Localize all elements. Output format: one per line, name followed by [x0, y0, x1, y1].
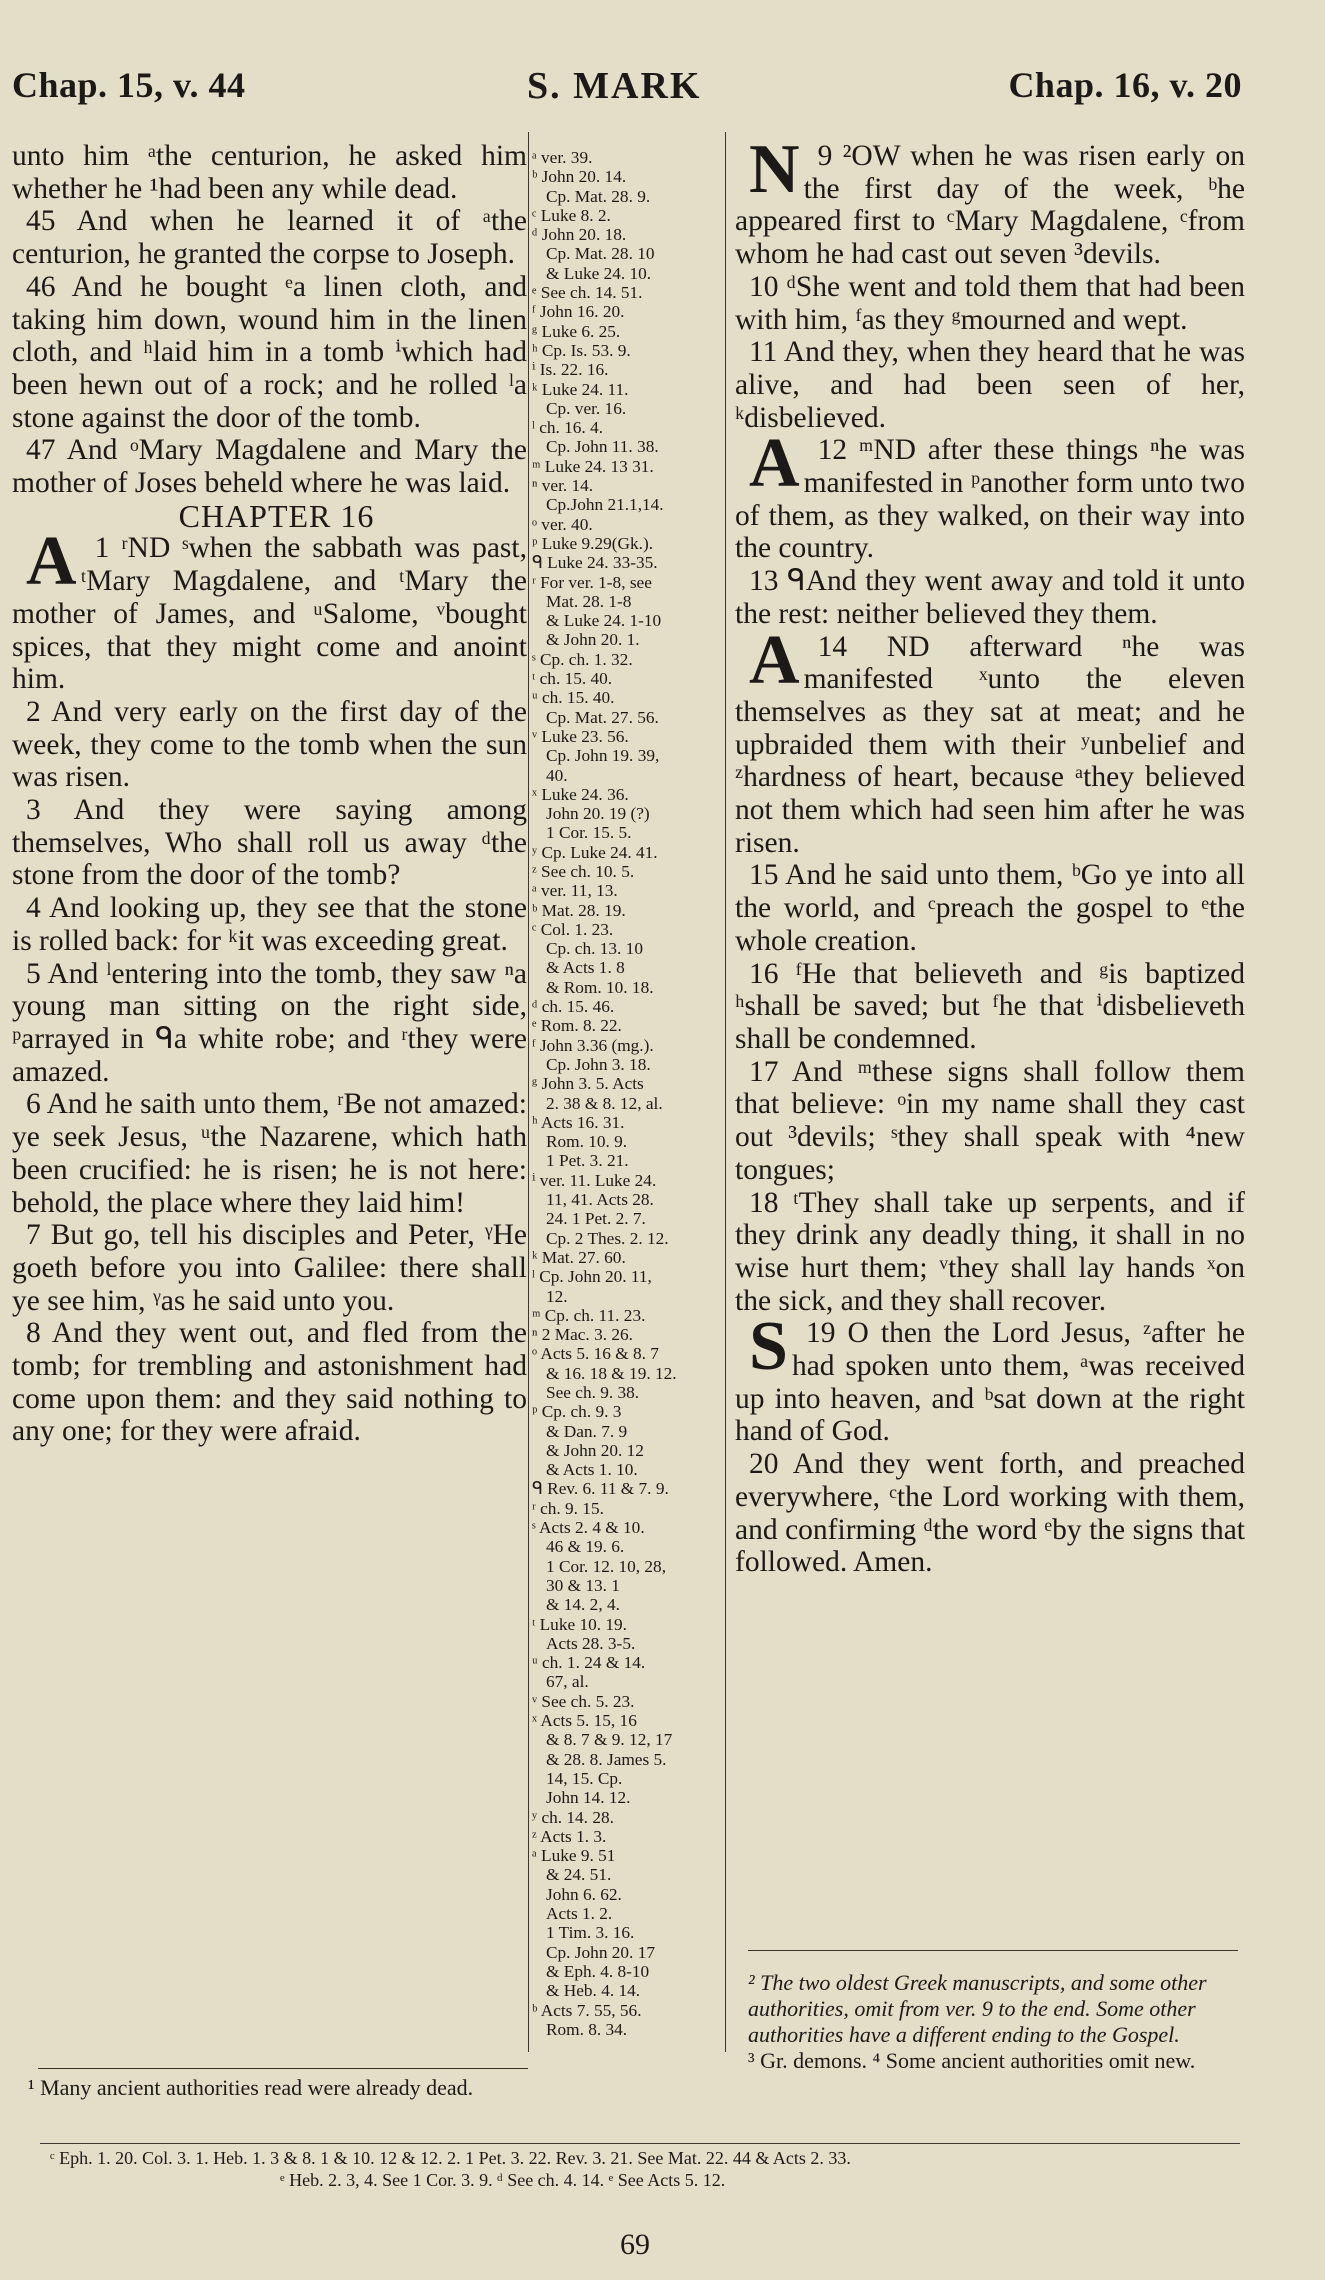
bottom-rule	[40, 2143, 1240, 2144]
verse-16-12	[735, 425, 1245, 565]
reference-entry: 2. 38 & 8. 12, al.	[546, 1093, 663, 1113]
footnote-3-4: ³ Gr. demons. ⁴ Some ancient authorities omit new.	[748, 2048, 1196, 2073]
verse-16-17: 17 And ᵐthese signs shall follow them that believe: ᵒin my name shall they cast out ³devils; ˢthey shall speak with ⁴new tongues;	[735, 1055, 1245, 1186]
verse-45: 45 And when he learned it of ᵃthe centurion, he granted the corpse to Joseph.	[12, 205, 527, 271]
verse-16-4: 4 And looking up, they see that the stone is rolled back: for ᵏit was exceeding great.	[12, 892, 527, 957]
drop-cap: A	[749, 425, 800, 503]
verse-47: 47 And ᵒMary Magdalene and Mary the mother of Joses beheld where he was laid.	[12, 434, 527, 500]
verse-16-7: 7 But go, tell his disciples and Peter, ᵞHe goeth before you into Galilee: there shall ye see him, ᵞas he said unto you.	[12, 1219, 527, 1317]
bottom-cross-references	[50, 2147, 1250, 2191]
reference-entry: Rom. 10. 9.	[546, 1132, 628, 1152]
reference-entry: ᵍ Luke 6. 25.	[532, 321, 621, 341]
reference-entry: ʰ Cp. Is. 53. 9.	[532, 340, 631, 360]
reference-entry: ᵏ Luke 24. 11.	[532, 379, 629, 399]
drop-cap: A	[26, 523, 77, 601]
verse-number-lead: 9 ²	[817, 140, 852, 172]
reference-entry: ᵐ Luke 24. 13 31.	[532, 456, 654, 476]
header-book-title: S. MARK	[527, 65, 702, 107]
verse-16-20: 20 And they went forth, and preached everywhere, ᶜthe Lord working with them, and confirming ᵈthe word ᵉby the signs that followed. Amen.	[735, 1448, 1245, 1579]
reference-entry: ᵗ Luke 10. 19.	[532, 1614, 627, 1634]
verse-text: OW when he was risen early on the first day of the week, ᵇhe appeared first to ᶜMary Magdalene, ᶜfrom whom he had cast out seven ³devils.	[735, 140, 1245, 271]
column-divider-right	[725, 132, 726, 2052]
reference-entry: Cp. John 19. 39,	[546, 746, 660, 766]
reference-entry: ᵖ Luke 9.29(Gk.).	[532, 533, 654, 553]
drop-cap: A	[749, 621, 800, 699]
verse-16-14	[735, 621, 1245, 860]
header-right-chapter-verse: Chap. 16, v. 20	[1008, 65, 1242, 105]
reference-entry: Cp. ver. 16.	[546, 398, 627, 418]
reference-entry: John 20. 19 (?)	[546, 804, 650, 824]
reference-entry: ᶻ Acts 1. 3.	[532, 1826, 607, 1846]
verse-16-16: 16 ᶠHe that believeth and ᵍis baptized ʰshall be saved; but ᶠhe that ⁱdisbelieveth shall be condemned.	[735, 957, 1245, 1055]
reference-entry: ʸ ch. 14. 28.	[532, 1807, 614, 1827]
reference-entry: Rom. 8. 34.	[546, 2019, 628, 2039]
bottom-refs-line-2: ᵉ Heb. 2. 3, 4. See 1 Cor. 3. 9. ᵈ See ch. 4. 14. ᵉ See Acts 5. 12.	[280, 2170, 726, 2190]
reference-entry: ʳ For ver. 1-8, see	[532, 572, 652, 592]
reference-entry: & 24. 51.	[546, 1865, 612, 1885]
verse-number-lead: 14	[817, 630, 848, 663]
reference-entry: ᵃ Luke 9. 51	[532, 1846, 616, 1866]
chapter-heading: CHAPTER 16	[178, 497, 375, 534]
reference-entry: ᵗ ch. 15. 40.	[532, 669, 613, 689]
verse-text: O then the Lord Jesus, ᶻafter he had spoken unto them, ᵃwas received up into heaven, and ᵇsat down at the right hand of God.	[735, 1317, 1245, 1448]
reference-entry: John 14. 12.	[546, 1788, 631, 1808]
reference-entry: ᵇ John 20. 14.	[532, 167, 627, 187]
reference-entry: 1 Tim. 3. 16.	[546, 1923, 635, 1943]
reference-entry: Mat. 28. 1-8	[546, 591, 632, 611]
reference-entry: Cp. John 3. 18.	[546, 1054, 651, 1074]
verse-16-10: 10 ᵈShe went and told them that had been with him, ᶠas they ᵍmourned and wept.	[735, 270, 1245, 336]
column-divider-left	[528, 132, 529, 2052]
reference-entry: Cp. Mat. 28. 10	[546, 244, 655, 264]
reference-entry: ᶜ Col. 1. 23.	[532, 919, 614, 939]
footnote-rule-right	[748, 1950, 1238, 1951]
reference-entry: ᵈ John 20. 18.	[532, 225, 627, 245]
verse-16-8: 8 And they went out, and fled from the tomb; for trembling and astonishment had come upon them: and they said nothing to any one; for they were afraid.	[12, 1317, 527, 1448]
footnote-rule-left	[38, 2068, 528, 2069]
reference-entry: ᵘ ch. 15. 40.	[532, 688, 615, 708]
reference-entry: ᵃ ver. 39.	[532, 148, 593, 167]
reference-entry: ᵇ Mat. 28. 19.	[532, 900, 626, 920]
page-number: 69	[620, 2228, 650, 2261]
reference-entry: ˢ Cp. ch. 1. 32.	[532, 649, 633, 669]
reference-entry: 40.	[546, 765, 568, 785]
reference-entry: Cp. John 20. 17	[546, 1942, 655, 1962]
reference-entry: ᵏ Mat. 27. 60.	[532, 1247, 626, 1267]
bottom-refs-line-1: ᶜ Eph. 1. 20. Col. 3. 1. Heb. 1. 3 & 8. 1 & 10. 12 & 12. 2. 1 Pet. 3. 22. Rev. 3. 21. See Mat. 22. 44 & Acts 2. 33.	[50, 2148, 851, 2168]
reference-entry: ʳ ch. 9. 15.	[532, 1498, 604, 1518]
reference-entry: ᶠ John 3.36 (mg.).	[532, 1035, 654, 1055]
reference-entry: 24. 1 Pet. 2. 7.	[546, 1209, 646, 1229]
reference-entry: ˣ Acts 5. 15, 16	[532, 1711, 637, 1731]
reference-entry: ᵃ ver. 11, 13.	[532, 881, 618, 901]
reference-entry: ᵛ Luke 23. 56.	[532, 726, 629, 746]
reference-entry: & Rom. 10. 18.	[546, 977, 654, 997]
verse-16-19	[735, 1308, 1245, 1448]
verse-16-9	[735, 140, 1245, 271]
reference-entry: ᵉ Rom. 8. 22.	[532, 1016, 622, 1036]
reference-entry: Cp. 2 Thes. 2. 12.	[546, 1228, 669, 1248]
verse-16-13: 13 ᑫAnd they went away and told it unto the rest: neither believed they them.	[735, 565, 1245, 630]
verse-text: ND afterward ⁿhe was manifested ˣunto the eleven themselves as they sat at meat; and he upbraided them with their ʸunbelief and ᶻhardness of heart, because ᵃthey believed not them which had seen him after he was risen.	[735, 630, 1245, 859]
reference-entry: ᵒ Acts 5. 16 & 8. 7	[532, 1344, 659, 1364]
reference-entry: ᶠ John 16. 20.	[532, 302, 625, 322]
verse-44: unto him ᵃthe centurion, he asked him whether he ¹had been any while dead.	[12, 140, 527, 205]
reference-entry: See ch. 9. 38.	[546, 1383, 640, 1402]
reference-entry: 1 Cor. 15. 5.	[546, 823, 632, 843]
reference-entry: Cp. ch. 13. 10	[546, 939, 643, 959]
reference-entry: Acts 1. 2.	[546, 1904, 613, 1924]
verse-number-lead: 19	[805, 1317, 836, 1350]
reference-entry: Acts 28. 3-5.	[546, 1633, 636, 1653]
reference-entry: ᵘ ch. 1. 24 & 14.	[532, 1653, 646, 1673]
reference-entry: ʸ Cp. Luke 24. 41.	[532, 842, 658, 862]
reference-entry: & Heb. 4. 14.	[546, 1981, 641, 2001]
reference-entry: ʰ Acts 16. 31.	[532, 1112, 625, 1132]
reference-entry: ⁱ Is. 22. 16.	[532, 360, 609, 380]
verse-16-11: 11 And they, when they heard that he was alive, and had been seen of her, ᵏdisbelieved.	[735, 336, 1245, 434]
drop-cap: S	[749, 1308, 788, 1386]
reference-entry: 67, al.	[546, 1672, 589, 1692]
reference-entry: 12.	[546, 1286, 568, 1306]
footnotes-left: ¹ Many ancient authorities read were already dead.	[28, 2075, 474, 2100]
reference-entry: & 28. 8. James 5.	[546, 1749, 667, 1769]
reference-entry: ᵍ John 3. 5. Acts	[532, 1074, 644, 1094]
reference-entry: ⁱ ver. 11. Luke 24.	[532, 1170, 657, 1190]
cross-reference-column	[532, 148, 717, 2168]
reference-entry: & John 20. 1.	[546, 630, 640, 650]
verse-16-18: 18 ᵗThey shall take up serpents, and if they drink any deadly thing, it shall in no wise hurt them; ᵛthey shall lay hands ˣon the sick, and they shall recover.	[735, 1186, 1245, 1317]
reference-entry: 14, 15. Cp.	[546, 1768, 623, 1788]
reference-entry: 1 Cor. 12. 10, 28,	[546, 1556, 667, 1576]
left-text-column	[12, 140, 527, 1990]
reference-entry: & Acts 1. 10.	[546, 1460, 638, 1480]
reference-entry: ˣ Luke 24. 36.	[532, 784, 629, 804]
verse-46: 46 And he bought ᵉa linen cloth, and taking him down, wound him in the linen cloth, and ʰlaid him in a tomb ⁱwhich had been hewn out of a rock; and he rolled ˡa stone against the door of the tomb.	[12, 270, 527, 434]
reference-entry: 30 & 13. 1	[546, 1575, 620, 1595]
reference-entry: 11, 41. Acts 28.	[546, 1190, 654, 1210]
right-text-column	[735, 140, 1245, 1920]
reference-entry: ᵒ ver. 40.	[532, 514, 593, 534]
verse-16-15: 15 And he said unto them, ᵇGo ye into all the world, and ᶜpreach the gospel to ᵉthe whole creation.	[735, 859, 1245, 957]
reference-entry: ᵇ Acts 7. 55, 56.	[532, 2000, 642, 2020]
footnote-2: ² The two oldest Greek manuscripts, and some other authorities, omit from ver. 9 to the end. Some other authorities have a different ending to the Gospel.	[748, 1970, 1207, 2047]
reference-entry: John 6. 62.	[546, 1884, 622, 1904]
verse-16-5: 5 And ˡentering into the tomb, they saw ⁿa young man sitting on the right side, ᵖarrayed in ᑫa white robe; and ʳthey were amazed.	[12, 957, 527, 1088]
verse-number-lead: 12 ᵐ	[817, 434, 874, 467]
reference-entry: ᶜ Luke 8. 2.	[532, 205, 611, 225]
reference-entry: ˡ ch. 16. 4.	[532, 418, 604, 438]
verse-16-3: 3 And they were saying among themselves, Who shall roll us away ᵈthe stone from the door of the tomb?	[12, 794, 527, 892]
reference-entry: & John 20. 12	[546, 1440, 644, 1460]
reference-entry: ˡ Cp. John 20. 11,	[532, 1267, 652, 1287]
reference-entry: ᵛ See ch. 5. 23.	[532, 1691, 635, 1711]
reference-entry: Cp. Mat. 27. 56.	[546, 707, 659, 727]
reference-entry: ᑫ Rev. 6. 11 & 7. 9.	[532, 1479, 669, 1499]
verse-16-2: 2 And very early on the first day of the week, they come to the tomb when the sun was risen.	[12, 695, 527, 794]
reference-entry: 1 Pet. 3. 21.	[546, 1151, 629, 1171]
verse-text: ND after these things ⁿhe was manifested in ᵖanother form unto two of them, as they walked, on their way into the country.	[735, 434, 1245, 565]
reference-entry: & Luke 24. 1-10	[546, 611, 662, 631]
reference-entry: & Acts 1. 8	[546, 958, 625, 978]
reference-entry: ᵉ See ch. 14. 51.	[532, 283, 643, 303]
reference-entry: 46 & 19. 6.	[546, 1537, 625, 1557]
footnotes-right	[748, 1970, 1248, 2074]
reference-entry: Cp. Mat. 28. 9.	[546, 186, 651, 206]
verse-text: ND ˢwhen the sabbath was past, ᵗMary Magdalene, and ᵗMary the mother of James, and ᵘSalome, ᵛbought spices, that they might come and anoint him.	[12, 532, 527, 696]
reference-entry: & 16. 18 & 19. 12.	[546, 1363, 677, 1383]
reference-entry: & 14. 2, 4.	[546, 1595, 620, 1615]
reference-entry: & 8. 7 & 9. 12, 17	[546, 1730, 673, 1750]
reference-entry: ˢ Acts 2. 4 & 10.	[532, 1518, 645, 1538]
running-header	[12, 64, 1242, 124]
reference-entry: ᶻ See ch. 10. 5.	[532, 861, 635, 881]
reference-entry: ᵈ ch. 15. 46.	[532, 997, 615, 1017]
drop-cap: N	[749, 140, 800, 208]
reference-entry: Cp.John 21.1,14.	[546, 495, 664, 515]
reference-entry: & Dan. 7. 9	[546, 1421, 628, 1441]
reference-entry: ᵖ Cp. ch. 9. 3	[532, 1402, 622, 1422]
reference-entry: Cp. John 11. 38.	[546, 437, 659, 457]
reference-entry: ᑫ Luke 24. 33-35.	[532, 553, 658, 573]
header-left-chapter-verse: Chap. 15, v. 44	[12, 65, 246, 105]
verse-16-1	[12, 523, 527, 696]
reference-entry: ⁿ 2 Mac. 3. 26.	[532, 1325, 633, 1345]
verse-16-6: 6 And he saith unto them, ʳBe not amazed: ye seek Jesus, ᵘthe Nazarene, which hath been crucified: he is risen; he is not here: behold, the place where they laid him!	[12, 1088, 527, 1219]
reference-entry: ⁿ ver. 14.	[532, 476, 594, 496]
reference-entry: ᵐ Cp. ch. 11. 23.	[532, 1305, 646, 1325]
verse-number-lead: 1 ʳ	[94, 532, 128, 565]
reference-entry: & Eph. 4. 8-10	[546, 1961, 650, 1981]
reference-entry: & Luke 24. 10.	[546, 263, 652, 283]
